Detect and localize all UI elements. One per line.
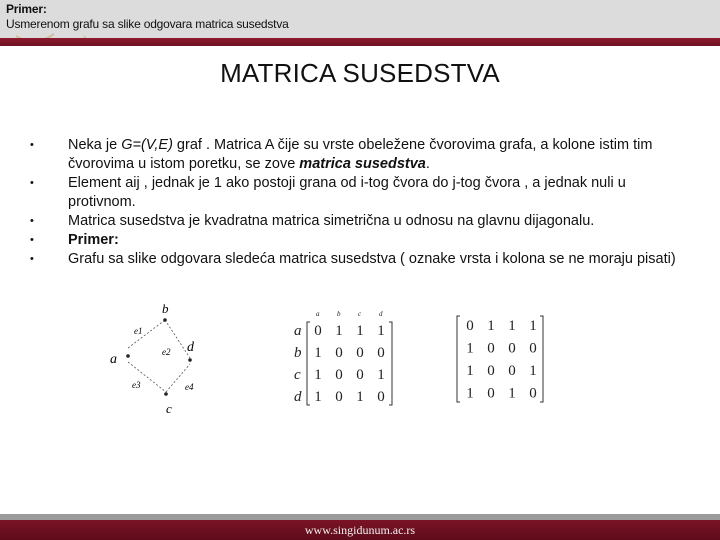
header-title: Primer: xyxy=(6,2,47,16)
matrix-cell: 0 xyxy=(335,345,343,361)
edge-label-e4: e4 xyxy=(185,382,194,392)
node-label-a: a xyxy=(110,352,117,367)
matrix-cell: 0 xyxy=(529,340,537,357)
col-header: d xyxy=(379,310,383,318)
col-header: a xyxy=(316,310,320,318)
bullet-item xyxy=(28,250,678,269)
node-label-d: d xyxy=(187,340,194,355)
matrix-cell: 1 xyxy=(314,345,322,361)
matrix-cell: 0 xyxy=(314,323,322,339)
matrix-cell: 1 xyxy=(335,323,343,339)
matrix-cell: 1 xyxy=(356,323,364,339)
slide-title: MATRICA SUSEDSTVA xyxy=(220,58,500,88)
matrix-cell: 0 xyxy=(356,345,364,361)
matrix-cell: 1 xyxy=(529,363,537,379)
matrix-cell: 0 xyxy=(508,340,516,357)
bullet-strong: Primer: xyxy=(68,232,119,248)
matrix-cells xyxy=(466,318,537,402)
bullet-text: Matrica susedstva je kvadratna matrica simetrična u odnosu na glavnu dijagonalu. xyxy=(68,213,595,229)
bullet-text: Element aij , jednak je 1 ako postoji grana od i-tog čvora do j-tog čvora , a jednak nuli u protivnom. xyxy=(68,175,626,210)
header-accent-bar xyxy=(0,38,720,46)
col-header: b xyxy=(337,310,341,318)
matrix-cell: 1 xyxy=(314,367,322,383)
header-subtitle: Usmerenom grafu sa slike odgovara matrica susedstva xyxy=(6,17,289,31)
matrix-bracket-left xyxy=(457,316,460,402)
matrix-cell: 1 xyxy=(529,318,537,334)
matrix-cell: 1 xyxy=(508,385,516,402)
bullet-italic: G=(V,E) xyxy=(121,137,173,153)
matrix-cell: 1 xyxy=(377,323,385,339)
matrix-cell: 0 xyxy=(377,389,385,405)
bullet-list xyxy=(28,136,678,269)
top-bar xyxy=(0,0,720,38)
edge-label-e3: e3 xyxy=(132,380,141,390)
bullet-item xyxy=(28,212,678,231)
row-header: a xyxy=(294,323,302,339)
bullet-text: graf . Matrica A čije su vrste obeležene čvorovima grafa, a kolone istim tim čvorovima u istom poretku, se zove xyxy=(68,137,653,172)
graph-node xyxy=(164,392,168,396)
matrix-cell: 0 xyxy=(508,363,516,379)
matrix-bracket-left xyxy=(307,322,310,405)
row-header: c xyxy=(294,367,301,383)
col-header: c xyxy=(358,310,362,318)
bullet-emphasis: matrica susedstva xyxy=(299,156,426,172)
graph-node xyxy=(188,358,192,362)
matrix-cell: 0 xyxy=(466,318,474,334)
matrix-cell: 1 xyxy=(377,367,385,383)
row-header: b xyxy=(294,345,302,361)
matrix-cell: 1 xyxy=(356,389,364,405)
bullet-item xyxy=(28,136,678,174)
matrix-cell: 1 xyxy=(466,340,474,357)
node-label-b: b xyxy=(162,301,169,316)
matrix-cell: 0 xyxy=(487,340,495,357)
graph-node xyxy=(126,354,130,358)
edge-label-e2: e2 xyxy=(162,347,171,357)
matrix-cell: 1 xyxy=(466,363,474,379)
bullet-text: . xyxy=(425,156,430,172)
matrix-cell: 1 xyxy=(487,318,495,334)
footer-url: www.singidunum.ac.rs xyxy=(304,523,416,537)
matrix-bracket-right xyxy=(540,316,543,402)
matrix-cell: 1 xyxy=(508,318,516,334)
matrix-cell: 0 xyxy=(356,367,364,383)
bullet-item xyxy=(28,231,678,250)
bullet-text: Grafu sa slike odgovara sledeća matrica susedstva ( oznake vrsta i kolona se ne moraju pisati) xyxy=(68,251,676,267)
matrix-cell: 0 xyxy=(487,363,495,379)
matrix-cells xyxy=(314,323,385,405)
bullet-text: Neka je xyxy=(68,137,122,153)
matrix-cell: 1 xyxy=(314,389,322,405)
adjacency-matrix-labeled xyxy=(288,306,396,410)
node-label-c: c xyxy=(166,401,172,416)
matrix-cell: 0 xyxy=(487,385,495,402)
matrix-bracket-right xyxy=(389,322,392,405)
graph-diagram xyxy=(100,300,230,420)
matrix-cell: 0 xyxy=(335,367,343,383)
matrix-cell: 0 xyxy=(529,385,537,402)
matrix-cell: 0 xyxy=(377,345,385,361)
edge-label-e1: e1 xyxy=(134,326,143,336)
matrix-cell: 1 xyxy=(466,385,474,402)
adjacency-matrix-plain xyxy=(452,314,548,406)
row-header: d xyxy=(294,389,302,405)
bullet-item xyxy=(28,174,678,212)
matrix-cell: 0 xyxy=(335,389,343,405)
graph-node xyxy=(163,318,167,322)
